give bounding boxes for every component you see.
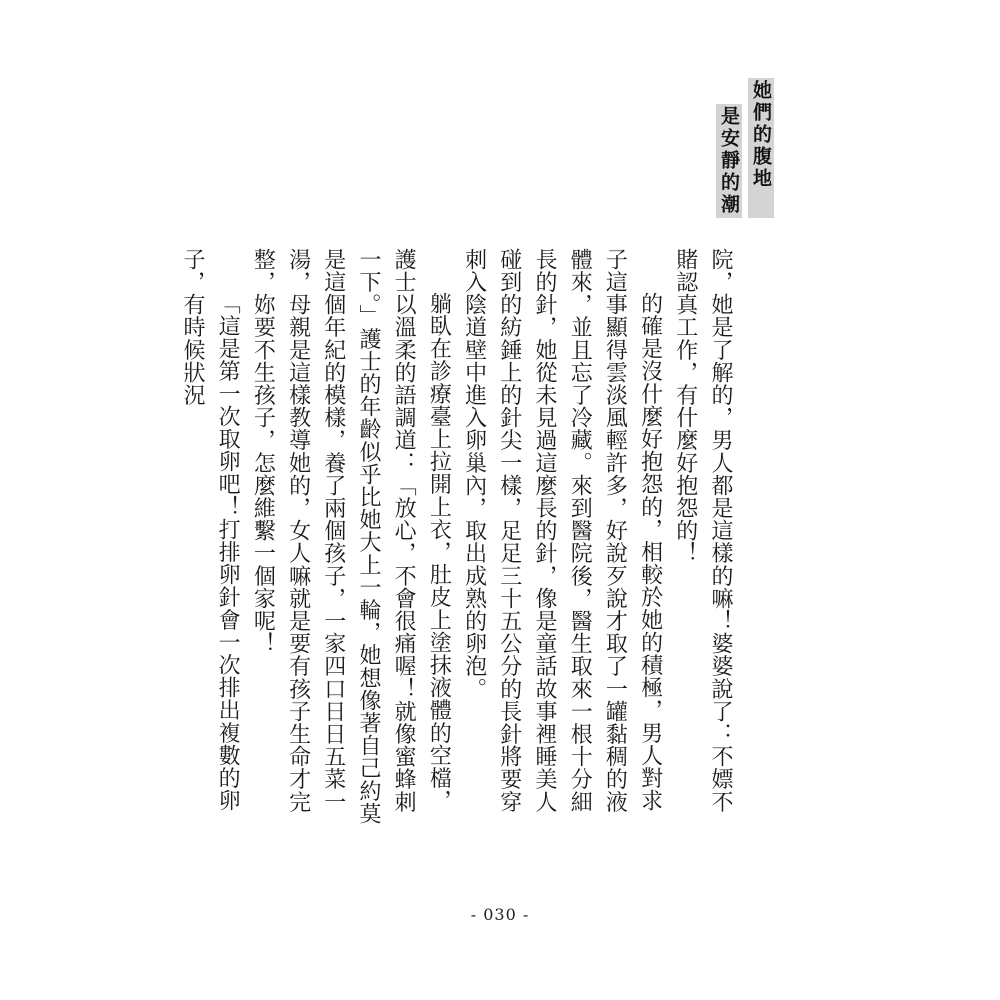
paragraph-1: 院，她是了解的，男人都是這樣的嘛！婆婆說了：不嫖不賭認真工作，有什麼好抱怨的！	[672, 248, 733, 813]
paragraph-2: 的確是沒什麼好抱怨的，相較於她的積極，男人對求子這事顯得雲淡風輕許多，好說歹說才取了一罐黏稠的液體來，並且忘了冷藏。來到醫院後，醫生取來一根十分細長的針，她從未見過這麼長的針，像是童話故事裡睡美人碰到的紡錘上的針尖一樣，足足三十五公分的長針將要穿刺入陰道壁中進入卵巢內，取出成熟的卵泡。	[461, 248, 663, 813]
body-text	[175, 248, 738, 828]
paragraph-3: 躺臥在診療臺上拉開上衣，肚皮上塗抹液體的空檔，護士以溫柔的語調道：「放心，不會很痛喔！就像蜜蜂刺一下。」護士的年齡似乎比她大上一輪，她想像著自己約莫是這個年紀的模樣，養了兩個孩子，一家四口日日五菜一湯，母親是這樣教導她的，女人嘛就是要有孩子生命才完整，妳要不生孩子，怎麼維繫一個家呢！	[250, 248, 452, 825]
running-header-line-2: 是安靜的潮	[718, 106, 740, 216]
page-number: - 030 -	[470, 905, 530, 924]
running-header	[716, 78, 774, 218]
running-header-line-1: 她們的腹地	[748, 78, 774, 218]
paragraph-4: 「這是第一次取卵吧！打排卵針會一次排出複數的卵子，有時候狀況	[179, 248, 241, 812]
